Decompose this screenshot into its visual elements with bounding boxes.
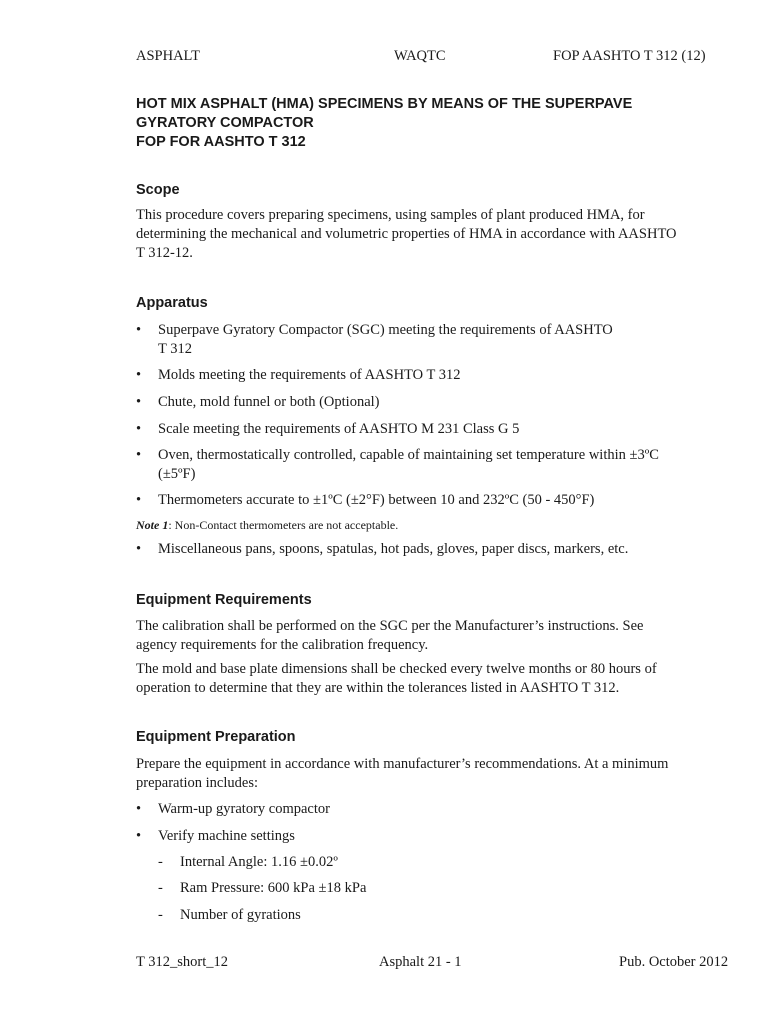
- footer-right: Pub. October 2012: [619, 954, 729, 970]
- item-line: Oven, thermostatically controlled, capable of maintaining set temperature within ±3ºC: [158, 447, 659, 463]
- scope-line-2: determining the mechanical and volumetric properties of HMA in accordance with AASHTO: [136, 226, 677, 242]
- item-line: T 312: [158, 341, 192, 357]
- equipment-requirements-heading: Equipment Requirements: [136, 592, 312, 608]
- note-label: Note 1: [136, 518, 169, 532]
- bullet: •: [136, 828, 142, 844]
- header-center: WAQTC: [394, 48, 446, 64]
- scope-line-3: T 312-12.: [136, 245, 193, 261]
- equipment-preparation-paragraph: [136, 755, 726, 793]
- footer-center: Asphalt 21 - 1: [379, 954, 462, 970]
- equipment-requirements-paragraph-1: [136, 617, 726, 655]
- item-line: Verify machine settings: [158, 828, 295, 844]
- paragraph-line: preparation includes:: [136, 775, 258, 791]
- title-line-2: GYRATORY COMPACTOR: [136, 115, 314, 131]
- bullet: •: [136, 367, 142, 383]
- apparatus-heading: Apparatus: [136, 295, 208, 311]
- subitem-text: Number of gyrations: [180, 907, 301, 923]
- bullet: •: [136, 801, 142, 817]
- dash: -: [158, 854, 163, 870]
- item-line: Thermometers accurate to ±1ºC (±2°F) between 10 and 232ºC (50 - 450°F): [158, 492, 595, 508]
- footer-left: T 312_short_12: [136, 954, 228, 970]
- bullet: •: [136, 421, 142, 437]
- header-left: ASPHALT: [136, 48, 200, 64]
- bullet: •: [136, 447, 142, 463]
- paragraph-line: The mold and base plate dimensions shall be checked every twelve months or 80 hours of: [136, 661, 657, 677]
- dash: -: [158, 907, 163, 923]
- scope-line-1: This procedure covers preparing specimens, using samples of plant produced HMA, for: [136, 207, 645, 223]
- title-line-1: HOT MIX ASPHALT (HMA) SPECIMENS BY MEANS OF THE SUPERPAVE: [136, 96, 633, 112]
- apparatus-item-text: [158, 321, 718, 359]
- subitem-text: Internal Angle: 1.16 ±0.02º: [180, 854, 338, 870]
- bullet: •: [136, 541, 142, 557]
- title-line-3: FOP FOR AASHTO T 312: [136, 134, 306, 150]
- subitem-text: Ram Pressure: 600 kPa ±18 kPa: [180, 880, 367, 896]
- document-title: [136, 95, 632, 152]
- item-line: (±5ºF): [158, 466, 196, 482]
- apparatus-item-text: [158, 446, 718, 484]
- bullet: •: [136, 322, 142, 338]
- paragraph-line: agency requirements for the calibration frequency.: [136, 637, 429, 653]
- item-line: Scale meeting the requirements of AASHTO M 231 Class G 5: [158, 421, 520, 437]
- item-line: Warm-up gyratory compactor: [158, 801, 330, 817]
- equipment-preparation-heading: Equipment Preparation: [136, 729, 296, 745]
- scope-heading: Scope: [136, 182, 180, 198]
- item-line: Chute, mold funnel or both (Optional): [158, 394, 380, 410]
- header-right: FOP AASHTO T 312 (12): [553, 48, 706, 64]
- scope-paragraph: [136, 206, 726, 263]
- bullet: •: [136, 394, 142, 410]
- paragraph-line: operation to determine that they are within the tolerances listed in AASHTO T 312.: [136, 680, 620, 696]
- item-line: Superpave Gyratory Compactor (SGC) meeting the requirements of AASHTO: [158, 322, 613, 338]
- item-line: Molds meeting the requirements of AASHTO T 312: [158, 367, 461, 383]
- bullet: •: [136, 492, 142, 508]
- note-1: [136, 516, 398, 535]
- item-line: Miscellaneous pans, spoons, spatulas, hot pads, gloves, paper discs, markers, etc.: [158, 541, 629, 557]
- paragraph-line: The calibration shall be performed on the SGC per the Manufacturer’s instructions. See: [136, 618, 644, 634]
- dash: -: [158, 880, 163, 896]
- note-text: : Non-Contact thermometers are not acceptable.: [168, 518, 399, 532]
- equipment-requirements-paragraph-2: [136, 660, 726, 698]
- paragraph-line: Prepare the equipment in accordance with manufacturer’s recommendations. At a minimum: [136, 756, 669, 772]
